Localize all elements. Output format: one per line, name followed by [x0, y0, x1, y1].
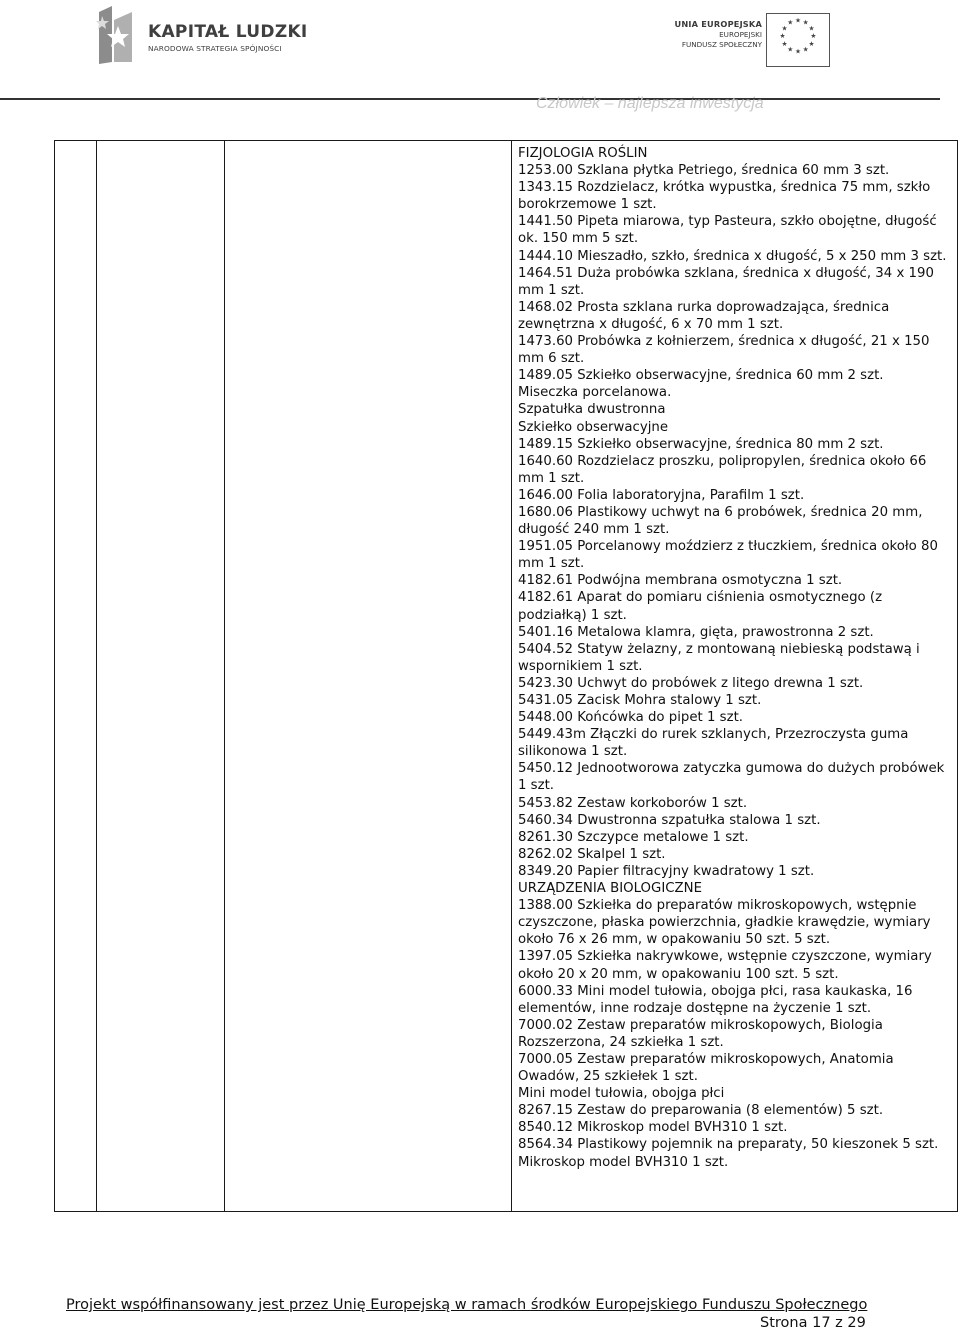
list-item: 1343.15 Rozdzielacz, krótka wypustka, średnica 75 mm, szkło borokrzemowe 1 szt. — [518, 180, 931, 213]
list-item: 7000.02 Zestaw preparatów mikroskopowych, Biologia Rozszerzona, 24 szkiełka 1 szt. — [518, 1017, 883, 1050]
svg-text:★: ★ — [794, 16, 802, 25]
ue-logo-line1: UNIA EUROPEJSKA — [674, 19, 762, 29]
list-item: 5460.34 Dwustronna szpatułka stalowa 1 szt. — [518, 812, 821, 828]
svg-text:★: ★ — [779, 32, 786, 41]
list-item: Szkiełko obserwacyjne — [518, 419, 669, 435]
list-item: 1444.10 Mieszadło, szkło, średnica x długość, 5 x 250 mm 3 szt. — [518, 248, 947, 264]
list-item: Szpatułka dwustronna — [518, 402, 666, 418]
list-item: FIZJOLOGIA ROŚLIN — [518, 146, 648, 161]
header-slogan: Człowiek – najlepsza inwestycja — [536, 95, 764, 112]
eu-flag-icon — [766, 13, 830, 67]
list-item: 1951.05 Porcelanowy moździerz z tłuczkiem, średnica około 80 mm 1 szt. — [518, 539, 938, 572]
column-divider — [511, 140, 512, 1212]
list-item: 1489.15 Szkiełko obserwacyjne, średnica 80 mm 2 szt. — [518, 436, 884, 452]
list-item: 5401.16 Metalowa klamra, gięta, prawostronna 2 szt. — [518, 624, 874, 640]
list-item: 1388.00 Szkiełka do preparatów mikroskopowych, wstępnie czyszczone, płaska powierzchnia, gładkie krawędzie, wymiary około 76 x 26 mm, w opakowaniu 50 szt. 5 szt. — [518, 898, 931, 948]
list-item: 5448.00 Końcówka do pipet 1 szt. — [518, 710, 744, 726]
list-item: 4182.61 Podwójna membrana osmotyczna 1 szt. — [518, 573, 843, 589]
svg-text:★: ★ — [794, 47, 802, 56]
list-item: 1646.00 Folia laboratoryjna, Parafilm 1 szt. — [518, 487, 805, 503]
list-item: 8267.15 Zestaw do preparowania (8 elementów) 5 szt. — [518, 1103, 884, 1119]
page-number: Strona 17 z 29 — [760, 1315, 866, 1331]
list-item: 8349.20 Papier filtracyjny kwadratowy 1 szt. — [518, 863, 815, 879]
list-item: 1468.02 Prosta szklana rurka doprowadzająca, średnica zewnętrzna x długość, 6 x 70 mm 1 szt. — [518, 299, 890, 332]
list-item: 7000.05 Zestaw preparatów mikroskopowych, Anatomia Owadów, 25 szkiełek 1 szt. — [518, 1051, 894, 1085]
list-item: 5423.30 Uchwyt do probówek z litego drewna 1 szt. — [518, 675, 864, 691]
list-item: 1253.00 Szklana płytka Petriego, średnica 60 mm 3 szt. — [518, 163, 890, 179]
list-item: Miseczka porcelanowa. — [518, 385, 672, 401]
header-divider — [0, 98, 940, 100]
list-item: 5453.82 Zestaw korkoborów 1 szt. — [518, 795, 748, 811]
svg-text:★: ★ — [781, 24, 788, 33]
list-item: 1473.60 Probówka z kołnierzem, średnica x długość, 21 x 150 mm 6 szt. — [518, 334, 930, 367]
list-item: Mini model tułowia, obojga płci — [518, 1086, 725, 1102]
list-item: 1397.05 Szkiełka nakrywkowe, wstępnie czyszczone, wymiary około 20 x 20 mm, w opakowaniu 100 szt. 5 szt. — [518, 949, 932, 982]
column-divider — [224, 140, 225, 1212]
list-item: 4182.61 Aparat do pomiaru ciśnienia osmotycznego (z podziałką) 1 szt. — [518, 590, 883, 623]
ue-logo-text — [675, 19, 762, 50]
list-item: 1489.05 Szkiełko obserwacyjne, średnica 60 mm 2 szt. — [518, 368, 884, 384]
svg-text:★: ★ — [781, 39, 788, 48]
ue-logo-line3: FUNDUSZ SPOŁECZNY — [681, 40, 762, 49]
list-item: 5404.52 Statyw żelazny, z montowaną niebieską podstawą i wspornikiem 1 szt. — [518, 641, 920, 674]
kapital-ludzki-emblem-icon — [96, 4, 136, 66]
list-item: 1441.50 Pipeta miarowa, typ Pasteura, szkło obojętne, długość ok. 150 mm 5 szt. — [518, 214, 937, 247]
svg-text:★: ★ — [787, 45, 794, 54]
ue-efs-logo — [664, 13, 830, 69]
svg-text:★: ★ — [808, 39, 815, 48]
svg-text:★: ★ — [802, 18, 809, 27]
list-item: 1464.51 Duża probówka szklana, średnica x długość, 34 x 190 mm 1 szt. — [518, 265, 934, 298]
list-item: 6000.33 Mini model tułowia, obojga płci, rasa kaukaska, 16 elementów, inne rodzaje dostępne na życzenie 1 szt. — [518, 983, 913, 1016]
list-item: 1640.60 Rozdzielacz proszku, polipropylen, średnica około 66 mm 1 szt. — [518, 453, 927, 486]
kapital-ludzki-title: KAPITAŁ LUDZKI — [148, 22, 308, 42]
list-item: 5449.43m Złączki do rurek szklanych, Przezroczysta guma silikonowa 1 szt. — [518, 727, 909, 760]
page-header — [0, 0, 960, 120]
list-item: 5431.05 Zacisk Mohra stalowy 1 szt. — [518, 693, 762, 708]
list-item: URZĄDZENIA BIOLOGICZNE — [518, 881, 702, 897]
list-item: 8564.34 Plastikowy pojemnik na preparaty, 50 kieszonek 5 szt. — [518, 1137, 939, 1153]
kapital-ludzki-logo — [96, 4, 308, 66]
svg-text:★: ★ — [787, 18, 794, 27]
svg-text:★: ★ — [802, 45, 809, 54]
list-item: Mikroskop model BVH310 1 szt. — [518, 1154, 729, 1170]
list-item: 8540.12 Mikroskop model BVH310 1 szt. — [518, 1120, 788, 1136]
list-item: 8261.30 Szczypce metalowe 1 szt. — [518, 829, 749, 845]
list-item: 8262.02 Skalpel 1 szt. — [518, 846, 666, 862]
svg-text:★: ★ — [810, 32, 817, 41]
kapital-ludzki-subtitle: NARODOWA STRATEGIA SPÓJNOŚCI — [148, 44, 282, 53]
list-item: 1680.06 Plastikowy uchwyt na 6 probówek, średnica 20 mm, długość 240 mm 1 szt. — [518, 504, 923, 538]
column-divider — [96, 140, 97, 1212]
list-item: 5450.12 Jednootworowa zatyczka gumowa do dużych probówek 1 szt. — [518, 761, 945, 794]
equipment-table — [54, 140, 958, 1212]
ue-logo-line2: EUROPEJSKI — [719, 30, 762, 39]
table-cell-equipment-list — [518, 145, 954, 1171]
footer-funding-note: Projekt współfinansowany jest przez Unię Europejską w ramach środków Europejskiego Funduszu Społecznego — [66, 1297, 868, 1313]
svg-text:★: ★ — [808, 24, 815, 33]
